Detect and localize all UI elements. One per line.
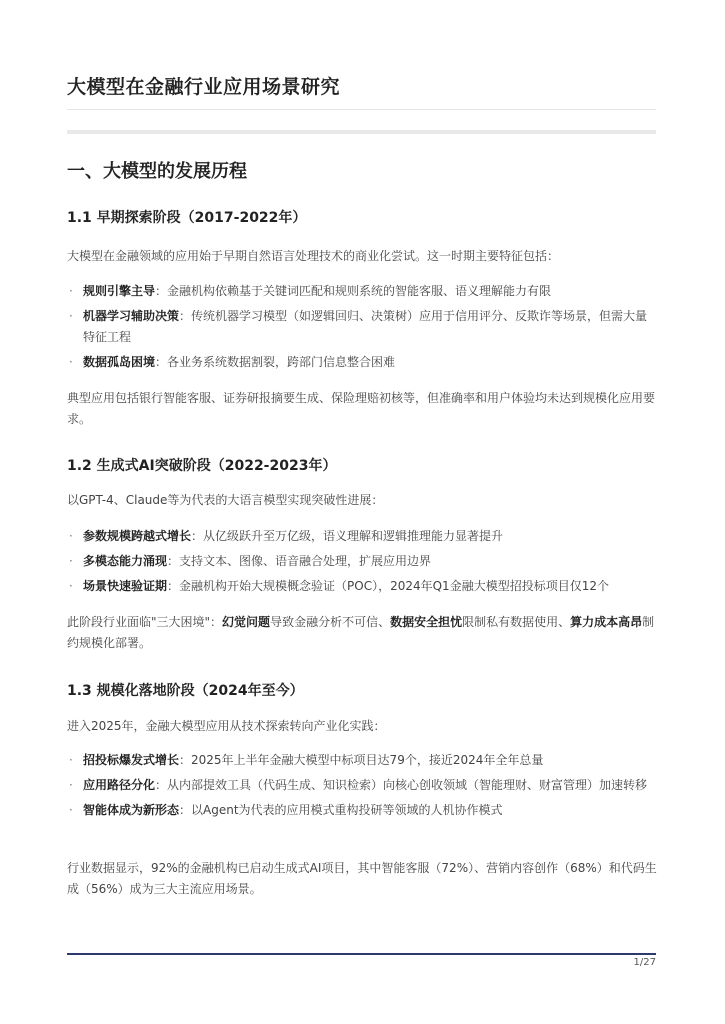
section-1-2-list: [67, 526, 659, 601]
section-1-2-heading: 1.2 生成式AI突破阶段（2022-2023年）: [67, 458, 337, 474]
section-1-3-intro: 进入2025年，金融大模型应用从技术探索转向产业化实践：: [67, 719, 386, 733]
section-1-1-list: [67, 281, 659, 377]
title-divider: [67, 109, 656, 110]
section-1-3-list: [67, 750, 659, 825]
section-1-2-intro: 以GPT-4、Claude等为代表的大语言模型实现突破性进展：: [67, 493, 384, 507]
section-1-3-outro: 行业数据显示，92%的金融机构已启动生成式AI项目，其中智能客服（72%）、营销内容创作（68%）和代码生成（56%）成为三大主流应用场景。: [67, 861, 657, 896]
page-number: 1/27: [633, 957, 656, 968]
footer-divider: [67, 953, 656, 955]
list-item: · 智能体成为新形态：以Agent为代表的应用模式重构投研等领域的人机协作模式: [69, 803, 503, 817]
list-item: · 场景快速验证期：金融机构开始大规模概念验证（POC），2024年Q1金融大模型招投标项目仅12个: [69, 579, 609, 593]
section-1-3-heading: 1.3 规模化落地阶段（2024年至今）: [67, 683, 304, 699]
section-1-2-outro: 此阶段行业面临"三大困境"：幻觉问题导致金融分析不可信、数据安全担忧限制私有数据使用、算力成本高昂制约规模化部署。: [67, 615, 655, 650]
section-1-1-heading: 1.1 早期探索阶段（2017-2022年）: [67, 210, 307, 226]
document-title: 大模型在金融行业应用场景研究: [67, 76, 341, 98]
list-item: · 多模态能力涌现：支持文本、图像、语音融合处理，扩展应用边界: [69, 554, 432, 568]
list-item: · 规则引擎主导：金融机构依赖基于关键词匹配和规则系统的智能客服、语义理解能力有限: [69, 284, 552, 298]
list-item: · 参数规模跨越式增长：从亿级跃升至万亿级，语义理解和逻辑推理能力显著提升: [69, 529, 504, 543]
list-item: · 应用路径分化：从内部提效工具（代码生成、知识检索）向核心创收领域（智能理财、财富管理）加速转移: [69, 778, 648, 792]
list-item: · 招投标爆发式增长：2025年上半年金融大模型中标项目达79个，接近2024年全年总量: [69, 753, 544, 767]
header-band: [67, 130, 656, 134]
list-item: · 机器学习辅助决策：传统机器学习模型（如逻辑回归、决策树）应用于信用评分、反欺诈等场景，但需大量特征工程: [69, 309, 648, 344]
section-1-1-outro: 典型应用包括银行智能客服、证券研报摘要生成、保险理赔初核等，但准确率和用户体验均未达到规模化应用要求。: [67, 391, 656, 426]
list-item: · 数据孤岛困境：各业务系统数据割裂，跨部门信息整合困难: [69, 355, 396, 369]
section-1-heading: 一、大模型的发展历程: [67, 161, 247, 182]
section-1-1-intro: 大模型在金融领域的应用始于早期自然语言处理技术的商业化尝试。这一时期主要特征包括：: [67, 249, 560, 263]
